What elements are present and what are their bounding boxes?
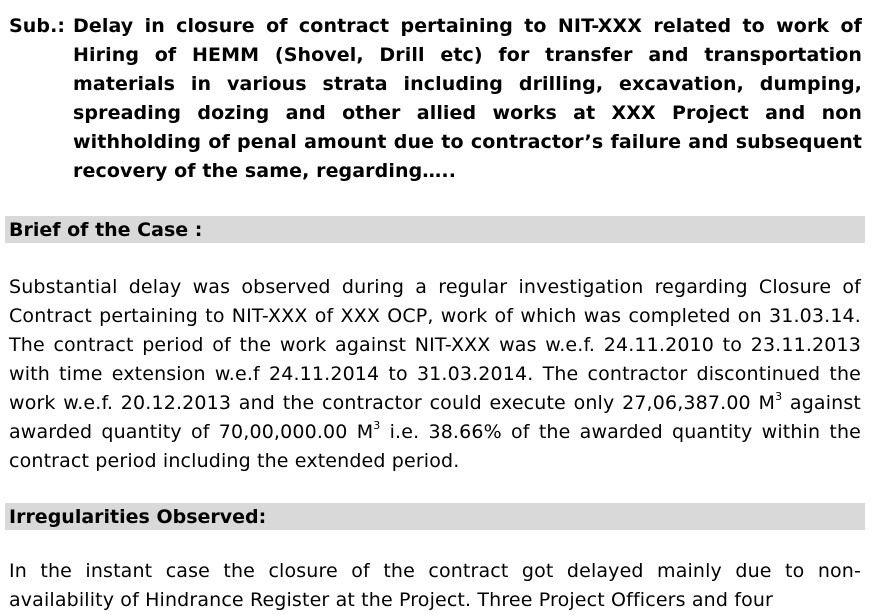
brief-text-part-3: i.e. 38.66% of the awarded quantity within the contract period including the extended period. bbox=[9, 421, 861, 472]
brief-heading: Brief of the Case : bbox=[9, 219, 203, 241]
brief-text-part-2: against awarded quantity of 70,00,000.00 M bbox=[9, 392, 861, 443]
brief-text-part-1: Substantial delay was observed during a regular investigation regarding Closure of Contract pertaining to NIT-XXX of XXX OCP, work of which was completed on 31.03.14. The contract period of the work against NIT-XXX was w.e.f. 24.11.2010 to 23.11.2013 with time extension w.e.f 24.11.2014 to 31.03.2014. The contractor discontinued the work w.e.f. 20.12.2013 and the contractor could execute only 27,06,387.00 M bbox=[9, 276, 861, 414]
irregularities-text: In the instant case the closure of the contract got delayed mainly due to non-availability of Hindrance Register at the Project. Three Project Officers and four bbox=[9, 560, 861, 611]
brief-heading-bar bbox=[5, 216, 865, 243]
irregularities-heading: Irregularities Observed: bbox=[9, 506, 267, 528]
subject-block bbox=[9, 12, 862, 186]
subject-label: Sub.: bbox=[9, 15, 66, 37]
brief-paragraph bbox=[9, 273, 861, 476]
irregularities-heading-bar bbox=[5, 503, 865, 530]
irregularities-paragraph bbox=[9, 557, 861, 615]
superscript-cubic-2: 3 bbox=[373, 419, 381, 432]
superscript-cubic-1: 3 bbox=[775, 390, 783, 403]
subject-text: Delay in closure of contract pertaining to NIT-XXX related to work of Hiring of HEMM (Shovel, Drill etc) for transfer and transportation materials in various strata including drilling, excavation, dumping, spreading dozing and other allied works at XXX Project and non withholding of penal amount due to contractor’s failure and subsequent recovery of the same, regarding….. bbox=[73, 15, 862, 182]
